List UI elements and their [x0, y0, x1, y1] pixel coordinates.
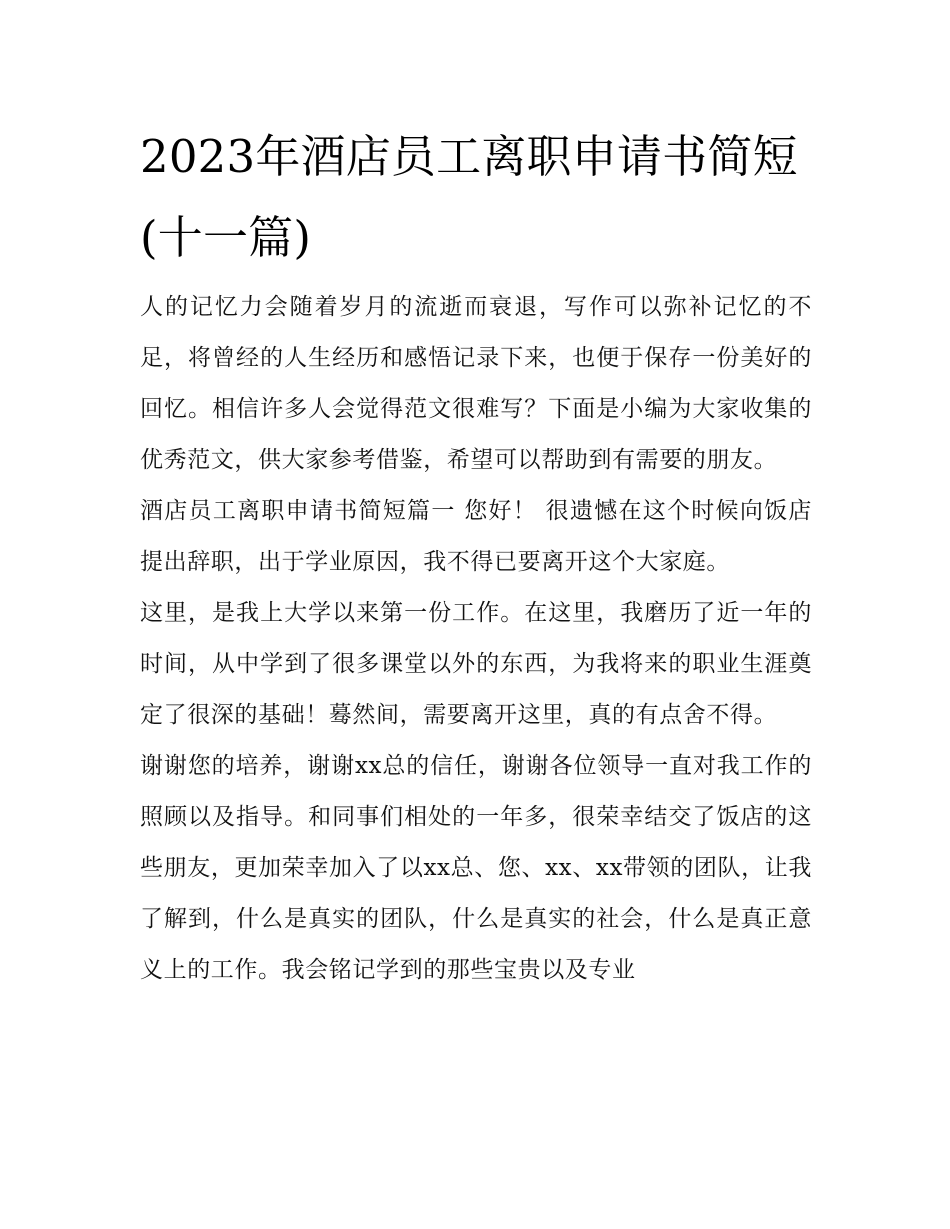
paragraph-intro: 人的记忆力会随着岁月的流逝而衰退，写作可以弥补记忆的不足，将曾经的人生经历和感悟记录下来，也便于保存一份美好的回忆。相信许多人会觉得范文很难写？下面是小编为大家收集的优秀范文，供大家参考借鉴，希望可以帮助到有需要的朋友。 — [140, 294, 812, 473]
paragraph-thanks: 谢谢您的培养，谢谢xx总的信任，谢谢各位领导一直对我工作的照顾以及指导。和同事们相处的一年多，很荣幸结交了饭店的这些朋友，更加荣幸加入了以xx总、您、xx、xx带领的团队，让我了解到，什么是真实的团队，什么是真实的社会，什么是真正意义上的工作。我会铭记学到的那些宝贵以及专业 — [140, 753, 812, 983]
paragraph-first-job: 这里，是我上大学以来第一份工作。在这里，我磨历了近一年的时间，从中学到了很多课堂以外的东西，为我将来的职业生涯奠定了很深的基础！蓦然间，需要离开这里，真的有点舍不得。 — [140, 600, 812, 728]
document-body — [140, 282, 812, 996]
document-title: 2023年酒店员工离职申请书简短(十一篇) — [140, 130, 798, 264]
document-page — [140, 116, 812, 996]
paragraph-letter-opening: 酒店员工离职申请书简短篇一 您好！ 很遗憾在这个时候向饭店提出辞职，出于学业原因，我不得已要离开这个大家庭。 — [140, 498, 812, 575]
